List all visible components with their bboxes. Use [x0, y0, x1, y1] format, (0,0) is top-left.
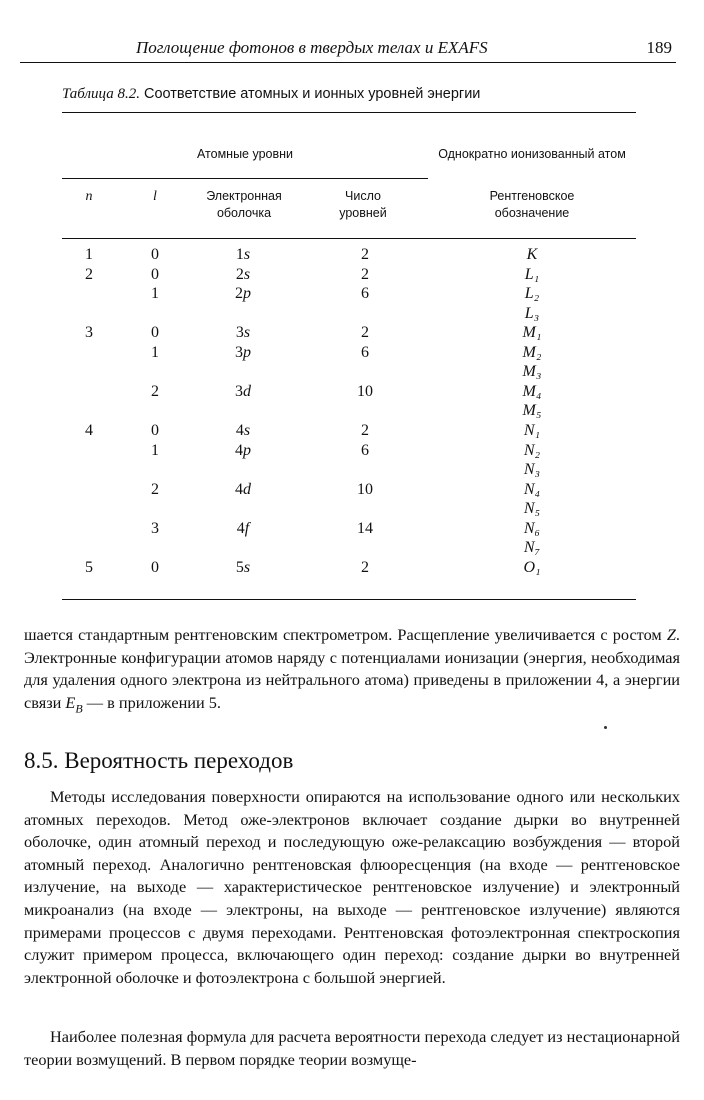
table-caption-text: Соответствие атомных и ионных уровней энергии: [143, 86, 481, 102]
cell-xray: N₆: [523, 519, 541, 537]
cell-xray: K: [526, 246, 538, 263]
cell-l: 0: [151, 265, 159, 283]
cell-shell: 3s: [235, 324, 251, 342]
cell-l: 1: [151, 343, 159, 361]
cell-xray: N₃: [523, 461, 541, 479]
table-row: [62, 246, 636, 266]
table-row: [62, 344, 636, 364]
table-row: [62, 422, 636, 442]
table-row: [62, 402, 636, 422]
cell-shell: 2p: [235, 285, 251, 303]
cell-count: 2: [361, 246, 369, 263]
header-ionized-atom: Однократно ионизованный атом: [438, 147, 626, 161]
cell-xray: M₃: [522, 363, 542, 381]
cell-xray: L₁: [524, 265, 540, 283]
header-atomic-levels: Атомные уровни: [196, 147, 294, 161]
cell-l: 2: [151, 480, 159, 498]
table-top-rule: [62, 112, 636, 113]
variable-eb: $E_B$: [65, 692, 83, 716]
page-header: [20, 38, 676, 63]
cell-xray: M₁: [522, 324, 542, 342]
paragraph-1: [24, 624, 680, 720]
table-row: [62, 559, 636, 579]
cell-xray: O₁: [523, 558, 541, 576]
cell-count: 2: [361, 558, 369, 576]
cell-l: 0: [151, 246, 159, 263]
cell-l: 0: [151, 558, 159, 576]
table-row: [62, 266, 636, 286]
cell-count: 6: [361, 343, 369, 361]
table-row: [62, 383, 636, 403]
print-speck: [604, 726, 607, 729]
cell-count: 2: [361, 265, 369, 283]
cell-n: 4: [85, 421, 93, 439]
paragraph-3: Наиболее полезная формула для расчета вероятности перехода следует из нестационарной теории возмущений. В первом порядке теории возмуще-: [24, 1027, 680, 1069]
paragraph-1-part-2: . Электронные конфигурации атомов наряду с потенциалами ионизации (энергия, необходимая для удаления одного электрона из нейтрального атома) приведены в приложении 4, а энергии связи: [24, 625, 680, 712]
cell-n: 3: [85, 324, 93, 342]
table-row: [62, 324, 636, 344]
page-number: 189: [646, 38, 672, 57]
table-group-rule: [62, 178, 428, 179]
cell-count: 10: [357, 480, 373, 498]
cell-xray: M₂: [522, 343, 542, 361]
cell-count: 6: [361, 441, 369, 459]
table-header-rule: [62, 238, 636, 239]
cell-shell: 3d: [235, 382, 251, 400]
cell-shell: 2s: [235, 265, 251, 283]
table-row: [62, 363, 636, 383]
cell-l: 2: [151, 382, 159, 400]
running-title: Поглощение фотонов в твердых телах и EXAFS: [136, 38, 488, 57]
cell-xray: N₂: [523, 441, 541, 459]
cell-l: 0: [151, 421, 159, 439]
cell-xray: L₃: [524, 304, 540, 322]
cell-count: 6: [361, 285, 369, 303]
table-row: [62, 285, 636, 305]
table-row: [62, 520, 636, 540]
cell-n: 1: [85, 246, 93, 263]
cell-shell: 4f: [236, 519, 250, 537]
cell-count: 2: [361, 324, 369, 342]
cell-shell: 4p: [235, 441, 251, 459]
header-n: n: [85, 189, 93, 204]
paragraph-1-part-1: шается стандартным рентгеновским спектрометром. Расщепление увеличивается с ростом: [24, 625, 667, 644]
cell-xray: M₅: [522, 402, 542, 420]
cell-l: 3: [151, 519, 159, 537]
table-row: [62, 481, 636, 501]
header-xray-notation: Рентгеновское обозначение: [489, 189, 575, 220]
table-caption-label: Таблица 8.2.: [62, 86, 140, 102]
cell-shell: 3p: [235, 343, 251, 361]
section-title: 8.5. Вероятность переходов: [24, 748, 294, 773]
table-row: [62, 442, 636, 462]
cell-shell: 5s: [235, 558, 251, 576]
cell-shell: 1s: [235, 246, 251, 263]
table-row: [62, 461, 636, 481]
table-row: [62, 500, 636, 520]
cell-n: 2: [85, 265, 93, 283]
cell-count: 10: [357, 382, 373, 400]
table-row: [62, 539, 636, 559]
cell-xray: N₄: [523, 480, 541, 498]
cell-count: 14: [357, 519, 373, 537]
paragraph-1-part-3: — в приложении 5.: [82, 692, 221, 712]
header-l: l: [153, 189, 157, 204]
cell-xray: N₅: [523, 500, 541, 518]
cell-shell: 4d: [235, 480, 251, 498]
cell-xray: L₂: [524, 285, 540, 303]
cell-count: 2: [361, 421, 369, 439]
variable-z: Z: [666, 625, 676, 644]
table-caption: [62, 86, 480, 103]
cell-l: 0: [151, 324, 159, 342]
table-bottom-rule: [62, 599, 636, 600]
cell-xray: N₁: [523, 421, 541, 439]
table-row: [62, 305, 636, 325]
cell-l: 1: [151, 441, 159, 459]
paragraph-2: Методы исследования поверхности опираются на использование одного или нескольких атомных переходов. Метод оже-электронов включает создание дырки во внутренней оболочке, один атомный переход и последующую оже-релаксацию возбуждения — второй атомный переход. Аналогично рентгеновская флюоресценция (на входе — рентгеновское излучение, на выходе — характеристическое рентгеновское излучение) и электронный микроанализ (на входе — электроны, на выходе — рентгеновское излучение) являются примерами процессов с двумя переходами. Рентгеновская фотоэлектронная спектроскопия служит примером процесса, включающего один переход: создание дырки во внутренней электронной оболочке и фотоэлектрона с большой энергией.: [24, 787, 680, 987]
header-level-count: Число уровней: [339, 189, 387, 220]
header-electron-shell: Электронная оболочка: [206, 189, 282, 220]
cell-xray: M₄: [522, 382, 542, 400]
cell-shell: 4s: [235, 421, 251, 439]
cell-n: 5: [85, 558, 93, 576]
cell-l: 1: [151, 285, 159, 303]
cell-xray: N₇: [523, 539, 541, 557]
